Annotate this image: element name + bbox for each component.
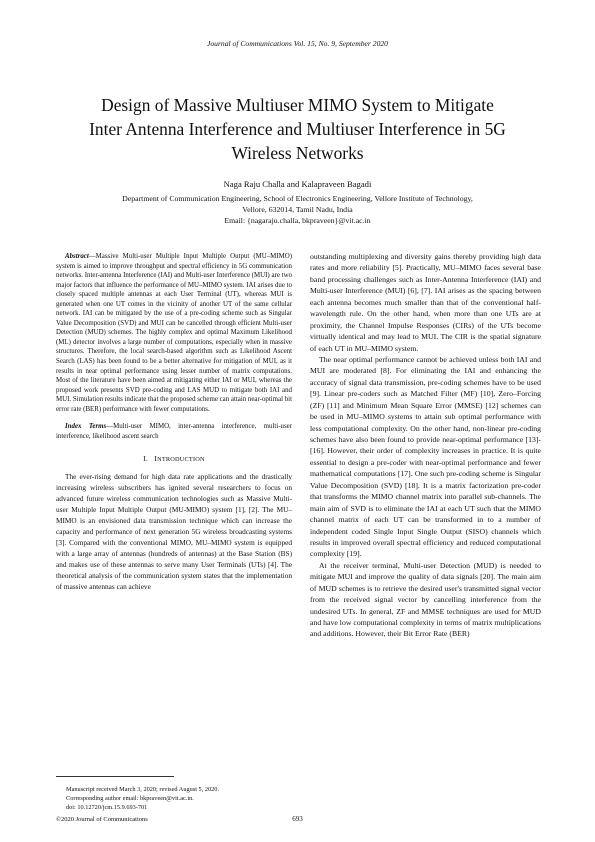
footnote-line: Manuscript received March 3, 2020; revised August 5, 2020. (66, 786, 220, 793)
page-number: 693 (292, 815, 303, 823)
paper-title (40, 93, 555, 165)
body-paragraph: outstanding multiplexing and diversity gains thereby providing high data rates and more reliability [5]. Practically, MU–MIMO faces several base band processing challenges such as Inter-Antenna Interference (IAI) and Multi-user Interference (MUI) [6], [7]. IAI arises as the spacing between each antenna becomes much smaller than that of the conventional half-wavelength rule. On the other hand, when more than one UTs are at proximity, the Channel Impulse Responses (CIRs) of the UTs become virtually identical and may lead to MUI. The CIR is the spatial signature of each UT in MU–MIMO system. (310, 252, 541, 353)
title-line: Design of Massive Multiuser MIMO System to Mitigate (101, 95, 494, 115)
section-heading-introduction (56, 454, 292, 466)
affiliation-line: Vellore, 632014, Tamil Nadu, India (242, 205, 353, 214)
section-number: I. (143, 454, 149, 464)
affiliation (40, 193, 555, 226)
body-paragraph: At the receiver terminal, Multi-user Detection (MUD) is needed to mitigate MUI and improve the quality of data signals [20]. The main aim of MUD schemes is to retrieve the desired user's transmitted signal vector from the received signal vector by cancelling interference from the undesired UTs. In general, ZF and MMSE techniques are used for MUD and have low computational complexity in terms of matrix multiplications and additions. However, their Bit Error Rate (BER) (310, 560, 541, 639)
author-list: Naga Raju Challa and Kalapraveen Bagadi (223, 179, 372, 189)
footnote-line: doi: 10.12720/jcm.15.9.693-701 (66, 804, 148, 811)
abstract-label: Abstract (65, 253, 89, 260)
email-line: Email: {nagaraju.challa, bkpraveen}@vit.ac.in (224, 216, 371, 225)
abstract-text: —Massive Multi-user Multiple Input Multiple Output (MU–MIMO) system is aimed to improve throughput and spectral efficiency in 5G communication networks. Inter-antenna Interference (IAI) and Multi-user Interference (MUI) are two major factors that influence the performance of MU–MIMO system. IAI arises due to closely spaced multiple antennas at each User Terminal (UT), whereas MUI is generated when one UT comes in the vicinity of another UT of the same cellular network. IAI can be mitigated by the use of a pre-coding scheme such as Singular Value Decomposition (SVD) and MUI can be cancelled through efficient Multi-user Detection (MUD) schemes. The highly complex and optimal Maximum Likelihood (ML) detector involves a large number of computations, especially when in massive structures. Therefore, the local search-based algorithm such as Likelihood Ascent Search (LAS) has been found to be a better alternative for mitigation of MUI, as it results in near optimal performance using lesser number of matrix computations. Most of the literature have been aimed at mitigating either IAI or MUI, whereas the proposed work presents SVD pre-coding and LAS MUD to mitigate both IAI and MUI. Simulation results indicate that the proposed scheme can attain near-optimal bit error rate (BER) performance with fewer computations. (56, 253, 292, 413)
right-column (310, 251, 541, 640)
affiliation-line: Department of Communication Engineering, School of Electronics Engineering, Vellore Institute of Technology, (122, 194, 473, 203)
index-terms-text: —Multi-user MIMO, inter-antenna interference, multi-user interference, likelihood ascent search (56, 423, 292, 440)
index-terms-label: Index Terms (65, 423, 107, 431)
left-column (56, 252, 292, 593)
intro-paragraph: The ever-rising demand for high data rate applications and the drastically increasing wireless subscribers has ignited several researchers to focus on advanced future wireless communication technologies such as Massive Multi-user Multiple Input Multiple Output (MU-MIMO) system [1], [2]. The MU–MIMO is an envisioned data transmission technique which can increase the capacity and performance of next generation 5G wireless broadcasting systems [3]. Compared with the conventional MIMO, MU–MIMO system is equipped with a large array of antennas (hundreds of antennas) at the Base Station (BS) and makes use of these antennas to serve many User Terminals (UTs) [4]. The theoretical analysis of the communication system states that the implementation of massive antennas can achieve (56, 472, 292, 591)
title-line: Wireless Networks (231, 143, 364, 163)
footnote-divider (56, 776, 174, 777)
index-terms (56, 422, 292, 441)
body-paragraph: The near optimal performance cannot be achieved unless both IAI and MUI are moderated [8]. For eliminating the IAI and enhancing the accuracy of signal data transmission, pre-coding schemes have to be used [9]. Linear pre-coders such as Matched Filter (MF) [10], Zero–Forcing (ZF) [11] and Minimum Mean Square Error (MMSE) [12] schemes can be used in MU–MIMO systems to attain sub optimal performance with less computational complexity. On the other hand, non-linear pre-coding schemes have also been found to provide near-optimal performance [13]-[16]. However, their order of complexity increases in practice. It is quite essential to design a pre-coder with near-optimal performance and fewer mathematical computations [17]. One such pre-coding scheme is Singular Value Decomposition (SVD) [18]. It is a matrix factorization pre-coder that transforms the MIMO channel matrix into parallel sub-channels. The main aim of SVD is to eliminate the IAI at each UT such that the MIMO channel matrix of each UT can be transformed in to a number of independent coded Single Input Single Output (SISO) channels which results in improved overall spectral efficiency and reduced computational complexity [19]. (310, 354, 541, 559)
section-title-initial: I (154, 454, 158, 464)
footnote-line: Corresponding author email: bkpraveen@vit.ac.in. (66, 795, 194, 802)
section-title-rest: NTRODUCTION (157, 456, 205, 464)
copyright-footer: ©2020 Journal of Communications (56, 816, 148, 823)
abstract (56, 252, 292, 414)
journal-header: Journal of Communications Vol. 15, No. 9, September 2020 (207, 39, 388, 48)
footnotes (66, 785, 219, 812)
title-line: Inter Antenna Interference and Multiuser Interference in 5G (89, 119, 506, 139)
